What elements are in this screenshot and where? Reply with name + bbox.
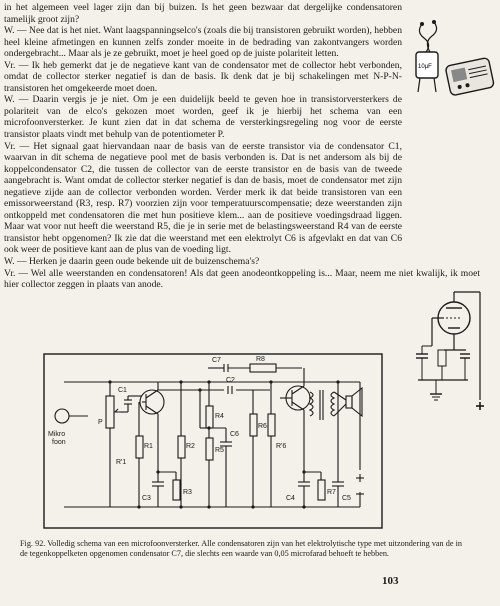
label-r6p: R'6 bbox=[276, 443, 287, 450]
mic-label-1: Mikro bbox=[48, 431, 66, 438]
label-r1: R1 bbox=[144, 443, 153, 450]
microphone-amplifier-schematic bbox=[40, 352, 386, 532]
paragraph-7: Vr. — Wel alle weerstanden en condensatoren! Als dat geen anodeontkoppeling is... Maar, neem me niet kwalijk, ik moet hier collector zeggen in plaats van anode. bbox=[4, 267, 480, 291]
label-r4: R4 bbox=[215, 413, 224, 420]
page-number: 103 bbox=[382, 575, 399, 587]
label-r1p: R'1 bbox=[116, 459, 127, 466]
mic-label-2: foon bbox=[52, 439, 66, 446]
label-c7: C7 bbox=[212, 357, 221, 364]
label-r6: R6 bbox=[258, 423, 267, 430]
elco-radio-illustration bbox=[408, 18, 496, 104]
figure-caption: Fig. 92. Volledig schema van een microfoonversterker. Alle condensatoren zijn van het elektrolytische type met uitzondering van de in de tegenkoppelketen opgenomen condensator C7, die slechts een waarde van 0,05 microfarad behoeft te hebben. bbox=[20, 539, 462, 559]
label-c4: C4 bbox=[286, 495, 295, 502]
paragraph-3: Vr. — Ik heb gemerkt dat je de negatieve kant van de condensator met de collector hebt verbonden, omdat de collector sterker negatief is dan de basis. Ik denk dat je bij schakelingen met N-P-N-transistoren het omgekeerde moet doen. bbox=[4, 59, 402, 94]
paragraph-1: in het algemeen veel lager zijn dan bij buizen. Is het geen bezwaar dat dergelijke condensatoren tamelijk groot zijn? bbox=[4, 2, 402, 25]
label-r3: R3 bbox=[183, 489, 192, 496]
elco-value-label: 10µF bbox=[418, 64, 432, 70]
label-r7: R7 bbox=[327, 489, 336, 496]
label-c6: C6 bbox=[230, 431, 239, 438]
label-c5: C5 bbox=[342, 495, 351, 502]
label-p: P bbox=[98, 419, 103, 426]
paragraph-5: Vr. — Het signaal gaat hiervandaan naar de basis van de eerste transistor via de condensator C1, waarvan in dit schema de negatieve pool met de basis verbonden is. Dat is net andersom als bij de koppelcondensator C2, die tussen de collector van de eerste transistor en de basis van de tweede aangebracht is. Want omdat de collector sterker negatief is dan de basis, moet de condensator met zijn negatieve zijde aan de collector verbonden worden. Verder merk ik dat beide transistoren van een emissorweerstand (R3, resp. R7) voorzien zijn voor temperatuurscompensatie; deze weerstanden zijn ontkoppeld met condensatoren die met hun positieve klem... aan de positieve voedingsdraad liggen. Maar wat voor nut heeft die weerstand R5, die je in serie met de belastingsweerstand R4 van de eerste transistor hebt opgenomen? Ik zie dat die weerstand met een elektrolyt C6 is afgevlakt en dat van C6 ook weer de positieve kant aan de plus van de voeding ligt. bbox=[4, 140, 402, 256]
label-c2: C2 bbox=[226, 377, 235, 384]
paragraph-6: W. — Herken je daarin geen oude bekende uit de buizenschema's? bbox=[4, 256, 260, 268]
label-c3: C3 bbox=[142, 495, 151, 502]
label-r2: R2 bbox=[186, 443, 195, 450]
label-r5: R5 bbox=[215, 447, 224, 454]
paragraph-4: W. — Daarin vergis je je niet. Om je een duidelijk beeld te geven hoe in transistorversterkers de polariteit van de elco's gekozen moet worden, geef ik je hierbij het schema van een microfoonversterker. Je kunt zien dat in dat schema de versterkingsregeling nog voor de eerste transistor plaats vindt met behulp van de potentiometer P. bbox=[4, 94, 402, 141]
tube-circuit-illustration bbox=[408, 290, 496, 420]
label-r8: R8 bbox=[256, 356, 265, 363]
label-c1: C1 bbox=[118, 387, 127, 394]
paragraph-2: W. — Nee dat is het niet. Want laagspanningselco's (zoals die bij transistoren gebruikt worden), hebben heel kleine afmetingen en kunnen zelfs zonder moeite in de bedrading van zakontvangers worden ondergebracht... Maar als je ze gebruikt, moet je heel goed op de juiste polariteit letten. bbox=[4, 25, 402, 60]
